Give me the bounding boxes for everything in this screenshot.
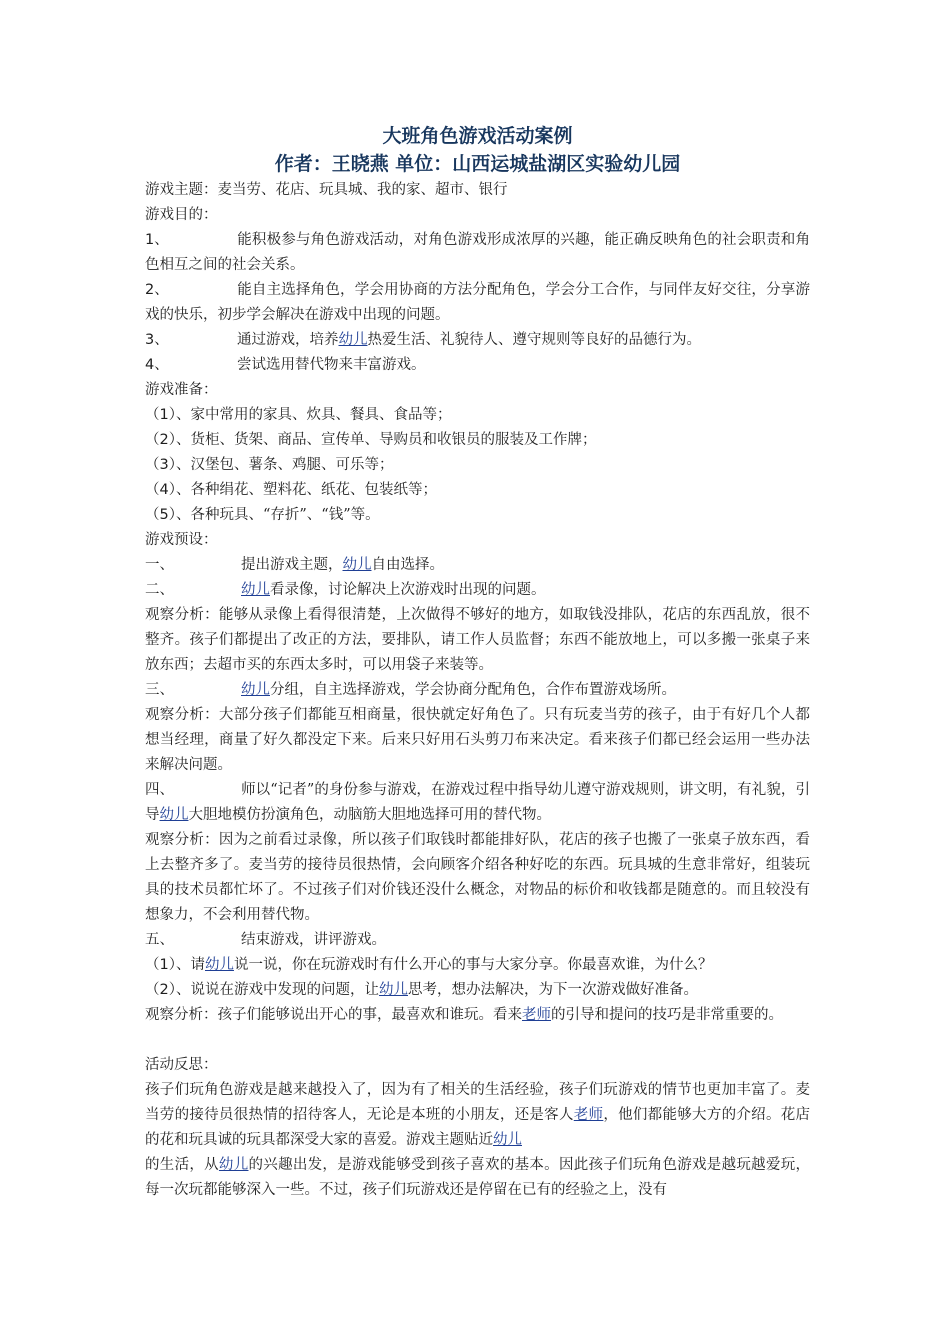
prep-heading: 游戏准备： [145, 382, 218, 398]
goal-text: 尝试选用替代物来丰富游戏。 [237, 357, 426, 373]
step-number: 二、 [145, 582, 174, 598]
step-number: 五、 [145, 932, 174, 948]
review-item-1 [145, 953, 810, 978]
review-number: （2） [145, 982, 176, 998]
goal-item-4 [145, 353, 810, 378]
document-page [145, 122, 810, 1203]
prep-item-5 [145, 503, 810, 528]
reflection-text-2: ，他们都能够大方的介绍。花店的花和玩具诚的玩具都深受大家的喜爱。游戏主题贴近 [145, 1107, 811, 1148]
author-byline: 作者：王晓燕 单位：山西运城盐湖区实验幼儿园 [274, 153, 681, 175]
blank-line [145, 1028, 810, 1053]
plan-step-3 [145, 678, 810, 703]
hyperlink-youer[interactable]: 幼儿 [218, 1157, 249, 1173]
step-number: 三、 [145, 682, 174, 698]
prep-text: 、货柜、货架、商品、宣传单、导购员和收银员的服装及工作牌； [175, 432, 597, 448]
observation-text-pre: 观察分析：孩子们能够说出开心的事，最喜欢和谁玩。看来 [145, 1007, 522, 1023]
step-text-pre: 师以“记者”的身份参与游戏，在游戏过程中指导幼儿遵守游戏规则，讲文明，有礼貌，引导 [145, 782, 810, 823]
step-text: 结束游戏，讲评游戏。 [241, 932, 386, 948]
goal-text: 能自主选择角色，学会用协商的方法分配角色，学会分工合作，与同伴友好交往，分享游戏的快乐，初步学会解决在游戏中出现的问题。 [145, 282, 810, 323]
hyperlink-laoshi[interactable]: 老师 [573, 1107, 604, 1123]
goal-text: 能积极参与角色游戏活动，对角色游戏形成浓厚的兴趣，能正确反映角色的社会职责和角色相互之间的社会关系。 [145, 232, 810, 273]
goal-number: 4、 [145, 357, 169, 373]
document-title: 大班角色游戏活动案例 [382, 125, 573, 147]
reflection-paragraph [145, 1078, 810, 1203]
review-text-pre: 、请 [175, 957, 205, 973]
game-theme: 游戏主题：麦当劳、花店、玩具城、我的家、超市、银行 [145, 182, 508, 198]
plan-step-4 [145, 778, 810, 828]
step-text-post: 自由选择。 [371, 557, 444, 573]
prep-item-4 [145, 478, 810, 503]
goal-item-2 [145, 278, 810, 328]
goal-number: 1、 [145, 232, 169, 248]
prep-item-3 [145, 453, 810, 478]
goal-item-1 [145, 228, 810, 278]
observation-4 [145, 1003, 810, 1028]
prep-item-1 [145, 403, 810, 428]
step-text-post: 看录像，讨论解决上次游戏时出现的问题。 [270, 582, 546, 598]
goal-item-3 [145, 328, 810, 353]
plan-step-1 [145, 553, 810, 578]
prep-text: 、汉堡包、薯条、鸡腿、可乐等； [175, 457, 394, 473]
step-number: 四、 [145, 782, 174, 798]
plan-step-2 [145, 578, 810, 603]
prep-number: （1） [145, 407, 176, 423]
hyperlink-youer[interactable]: 幼儿 [493, 1132, 522, 1148]
hyperlink-youer[interactable]: 幼儿 [204, 957, 234, 973]
prep-text: 、家中常用的家具、炊具、餐具、食品等； [175, 407, 452, 423]
goal-number: 2、 [145, 282, 169, 298]
goal-number: 3、 [145, 332, 169, 348]
step-text-post: 分组，自主选择游戏，学会协商分配角色，合作布置游戏场所。 [270, 682, 676, 698]
review-text-pre: 、说说在游戏中发现的问题，让 [175, 982, 379, 998]
reflection-text-3: 的生活，从 [145, 1157, 219, 1173]
hyperlink-youer[interactable]: 幼儿 [342, 557, 372, 573]
prep-number: （3） [145, 457, 176, 473]
review-text-post: 思考，想办法解决，为下一次游戏做好准备。 [407, 982, 698, 998]
hyperlink-laoshi[interactable]: 老师 [522, 1007, 551, 1023]
hyperlink-youer[interactable]: 幼儿 [338, 332, 368, 348]
observation-2: 观察分析：大部分孩子们都能互相商量，很快就定好角色了。只有玩麦当劳的孩子，由于有好几个人都想当经理，商量了好久都没定下来。后来只好用石头剪刀布来决定。看来孩子们都已经会运用一些办法来解决问题。 [145, 707, 810, 773]
goal-text-post: 热爱生活、礼貌待人、遵守规则等良好的品德行为。 [367, 332, 701, 348]
plan-heading: 游戏预设： [145, 532, 218, 548]
hyperlink-youer[interactable]: 幼儿 [241, 682, 270, 698]
reflection-text-4: 的兴趣出发，是游戏能够受到孩子喜欢的基本。因此孩子们玩角色游戏是越玩越爱玩，每一次玩都能够深入一些。不过，孩子们玩游戏还是停留在已有的经验之上，没有 [145, 1157, 811, 1198]
hyperlink-youer[interactable]: 幼儿 [241, 582, 270, 598]
reflection-heading: 活动反思： [145, 1057, 218, 1073]
step-text-pre: 提出游戏主题， [241, 557, 343, 573]
step-text-post: 大胆地模仿扮演角色，动脑筋大胆地选择可用的替代物。 [188, 807, 551, 823]
observation-text-post: 的引导和提问的技巧是非常重要的。 [551, 1007, 783, 1023]
observation-3: 观察分析：因为之前看过录像，所以孩子们取钱时都能排好队，花店的孩子也搬了一张桌子放东西，看上去整齐多了。麦当劳的接待员很热情，会向顾客介绍各种好吃的东西。玩具城的生意非常好，组装玩具的技术员都忙坏了。不过孩子们对价钱还没什么概念，对物品的标价和收钱都是随意的。而且较没有想象力，不会利用替代物。 [145, 832, 810, 923]
reflection-text-1: 孩子们玩角色游戏是越来越投入了，因为有了相关的生活经验，孩子们玩游戏的情节也更加丰富了。麦当劳的接待员很热情的招待客人，无论是本班的小朋友，还是客人 [145, 1082, 810, 1123]
prep-text: 、各种绢花、塑料花、纸花、包装纸等； [175, 482, 437, 498]
prep-number: （5） [145, 507, 176, 523]
goals-heading: 游戏目的： [145, 207, 218, 223]
goal-text-pre: 通过游戏，培养 [237, 332, 339, 348]
hyperlink-youer[interactable]: 幼儿 [159, 807, 189, 823]
prep-number: （4） [145, 482, 176, 498]
prep-number: （2） [145, 432, 176, 448]
prep-item-2 [145, 428, 810, 453]
observation-1: 观察分析：能够从录像上看得很清楚，上次做得不够好的地方，如取钱没排队，花店的东西乱放，很不整齐。孩子们都提出了改正的方法，要排队，请工作人员监督；东西不能放地上，可以多搬一张桌子来放东西；去超市买的东西太多时，可以用袋子来装等。 [145, 607, 810, 673]
review-item-2 [145, 978, 810, 1003]
hyperlink-youer[interactable]: 幼儿 [378, 982, 408, 998]
step-number: 一、 [145, 557, 174, 573]
review-number: （1） [145, 957, 176, 973]
review-text-post: 说一说，你在玩游戏时有什么开心的事与大家分享。你最喜欢谁，为什么？ [233, 957, 713, 973]
prep-text: 、各种玩具、“存折”、“钱”等。 [175, 507, 380, 523]
plan-step-5 [145, 928, 810, 953]
